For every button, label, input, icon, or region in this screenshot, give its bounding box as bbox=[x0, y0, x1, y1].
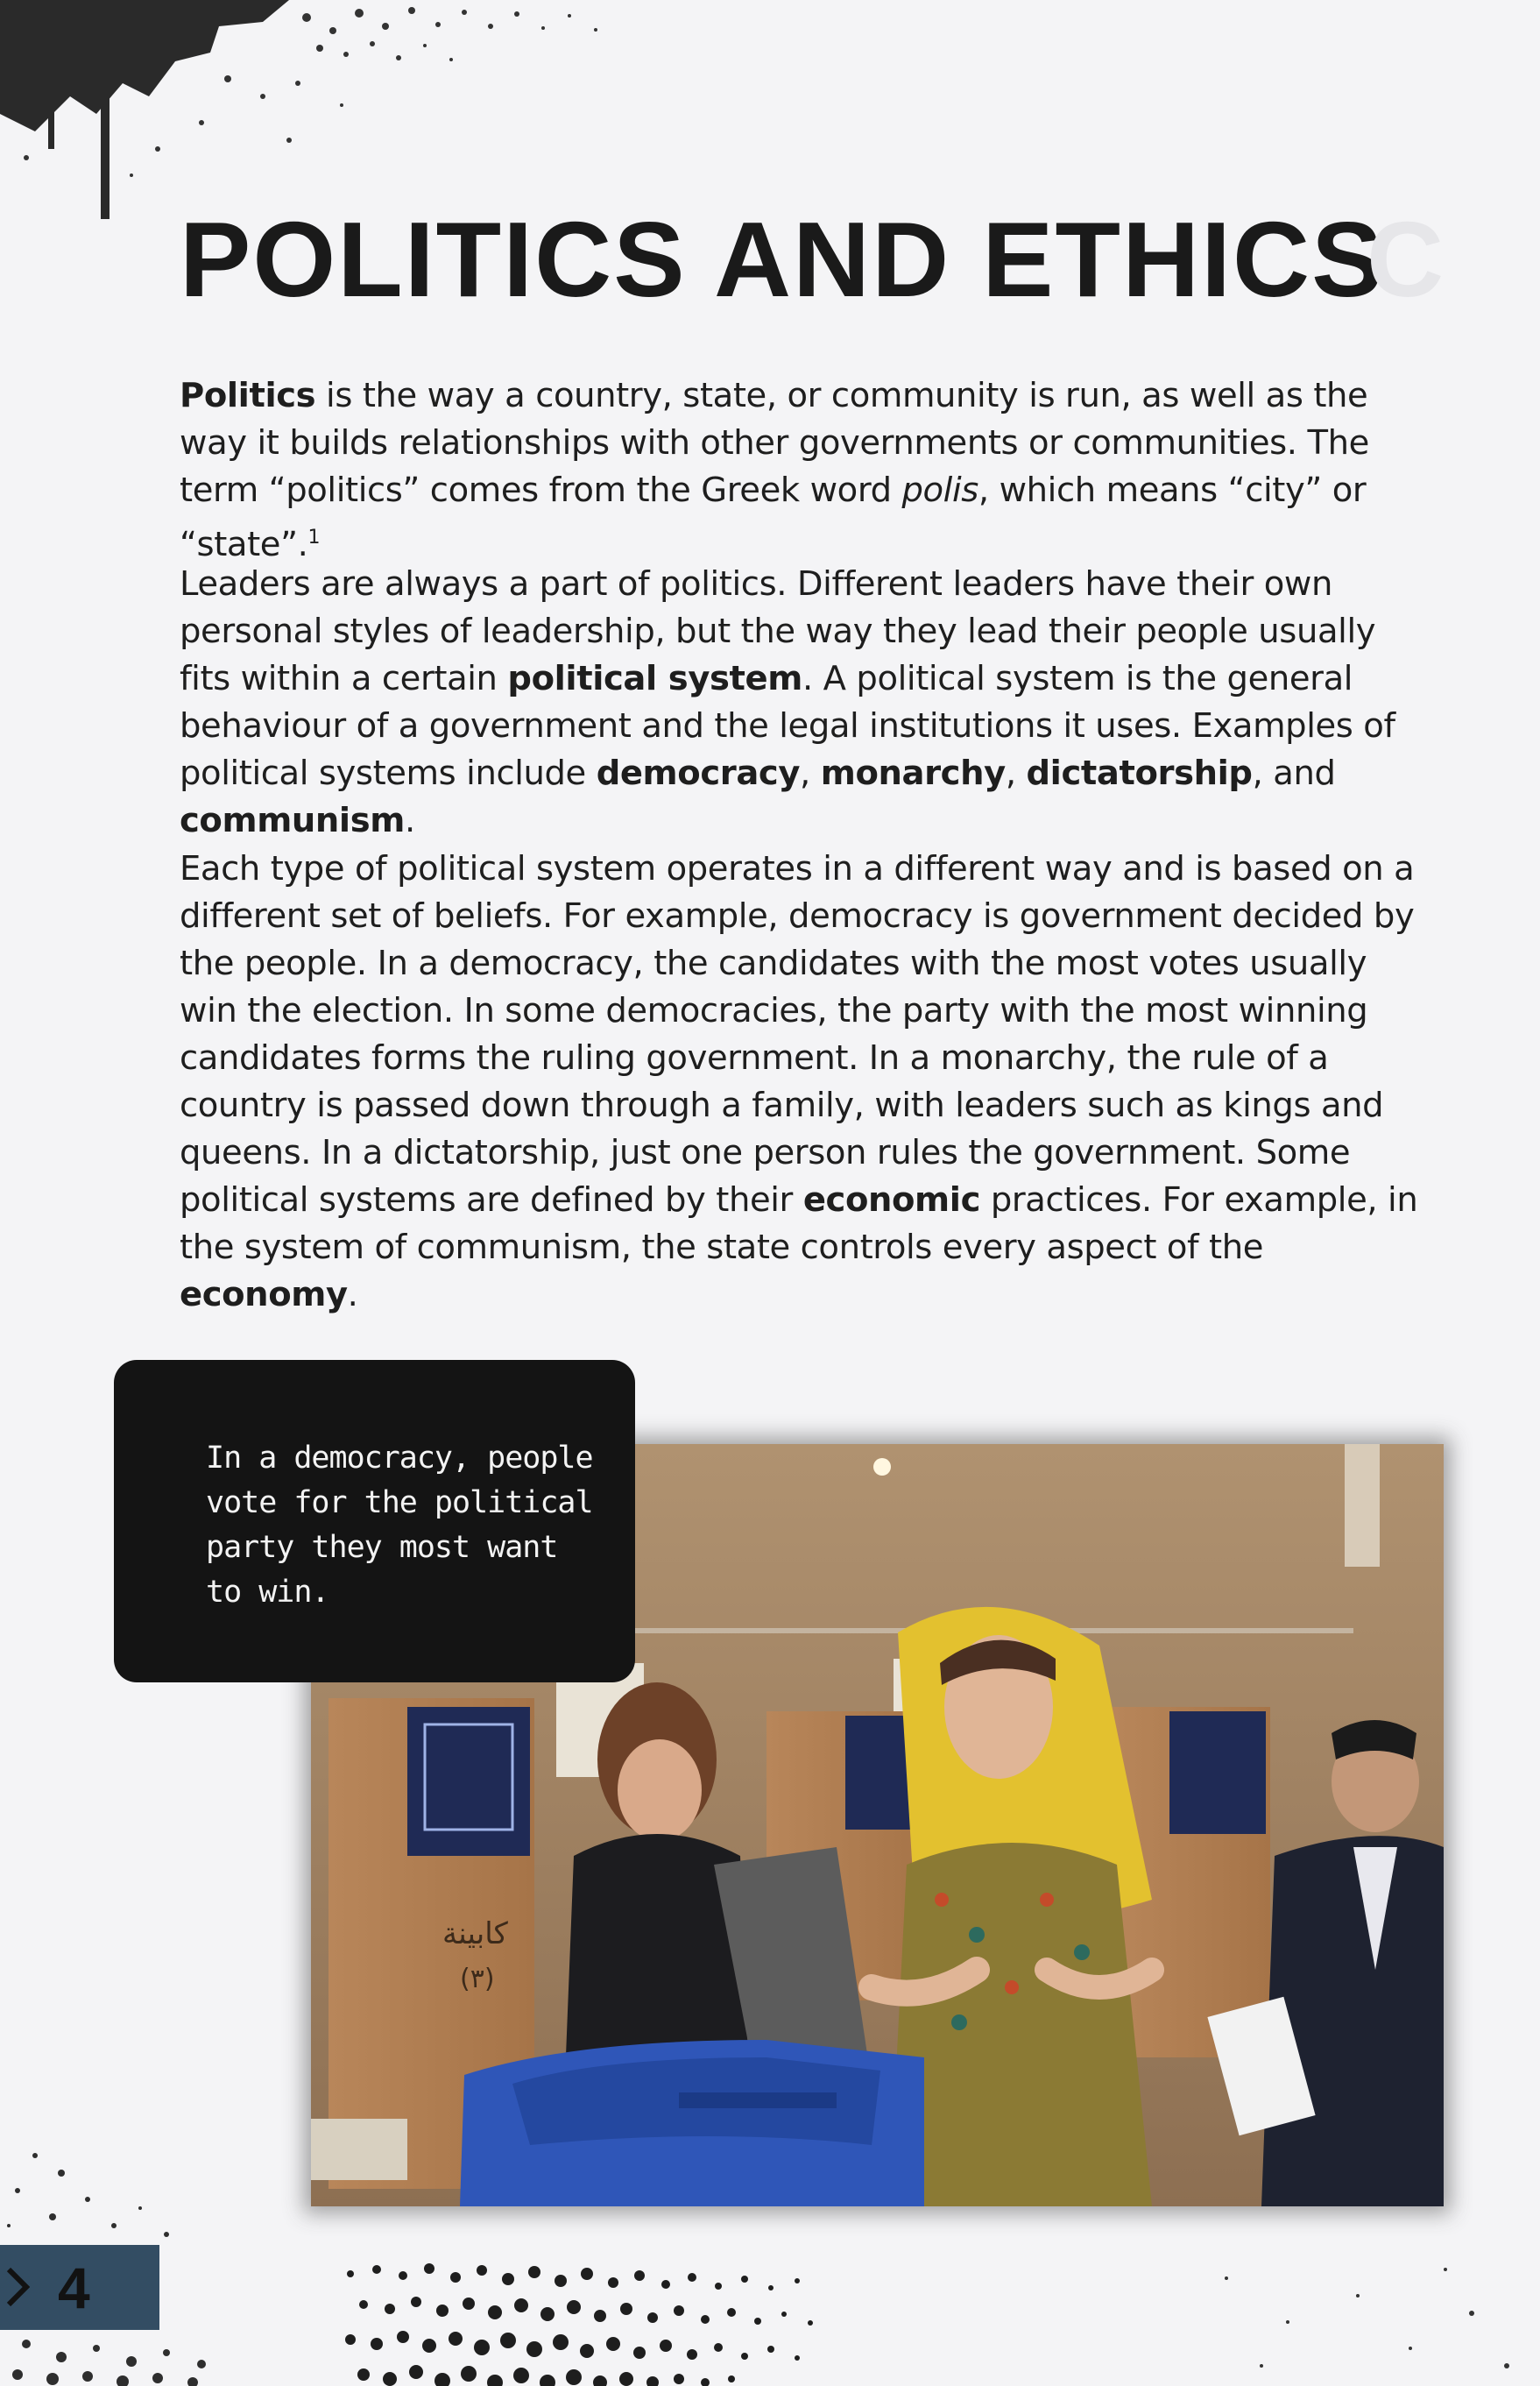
page-number-tab bbox=[0, 2245, 159, 2330]
page-title: POLITICS AND ETHICS bbox=[180, 200, 1385, 319]
key-term-political-system: political system bbox=[507, 659, 802, 698]
key-term-economy: economy bbox=[180, 1275, 348, 1314]
paragraph-political-systems: Each type of political system operates in a different way and is based on a different set of beliefs. For example, democracy is government decided by the people. In a democracy, the candidates with the most votes usually win the election. In some democracies, the party with the most winning candidates forms the ruling government. In a monarchy, the rule of a country is passed down through a family, with leaders such as kings and queens. In a dictatorship, just one person rules the government. Some political systems are defined by their economic practices. For example, in the system of communism, the state controls every aspect of the economy. bbox=[180, 849, 1418, 1314]
page-number: 4 bbox=[58, 2255, 90, 2320]
ceiling-light bbox=[873, 1458, 891, 1476]
footnote-marker: 1 bbox=[307, 527, 321, 549]
desk-papers bbox=[311, 2119, 407, 2180]
photo-caption-box bbox=[114, 1360, 635, 1682]
paragraph-politics-definition: Politics is the way a country, state, or community is run, as well as the way it builds relationships with other governments or communities. The term “politics” comes from the Greek word polis, which means “city” or “state”.$^1$ bbox=[180, 376, 1369, 564]
show-through-ghost-letter: C bbox=[1367, 200, 1445, 319]
key-term-politics: Politics bbox=[180, 376, 316, 415]
paragraph-leaders: Leaders are always a part of politics. Different leaders have their own personal styles of leadership, but the way they lead their people usually fits within a certain political system. A political system is the general behaviour of a government and the legal institutions it uses. Examples of political systems include democracy, monarchy, dictatorship, and communism. bbox=[180, 564, 1395, 840]
speckles-bottom-right bbox=[1183, 2243, 1533, 2383]
greek-word-polis: polis bbox=[901, 471, 978, 510]
wall-light-fixture bbox=[1345, 1444, 1380, 1567]
key-term-dictatorship: dictatorship bbox=[1026, 754, 1253, 793]
key-term-democracy: democracy bbox=[596, 754, 801, 793]
halftone-dots-bottom bbox=[333, 2256, 876, 2386]
photo-caption: In a democracy, people vote for the political party they most want to win. bbox=[206, 1441, 593, 1610]
booth-script-label: كابينة bbox=[442, 1916, 508, 1951]
ink-splatter-top-left bbox=[0, 0, 631, 219]
booth-number-label: (٣) bbox=[460, 1964, 495, 1994]
page-arrow-icon bbox=[7, 2268, 30, 2306]
key-term-communism: communism bbox=[180, 801, 405, 840]
ballot-box bbox=[460, 2040, 924, 2206]
key-term-economic: economic bbox=[802, 1180, 980, 1220]
key-term-monarchy: monarchy bbox=[820, 754, 1006, 793]
